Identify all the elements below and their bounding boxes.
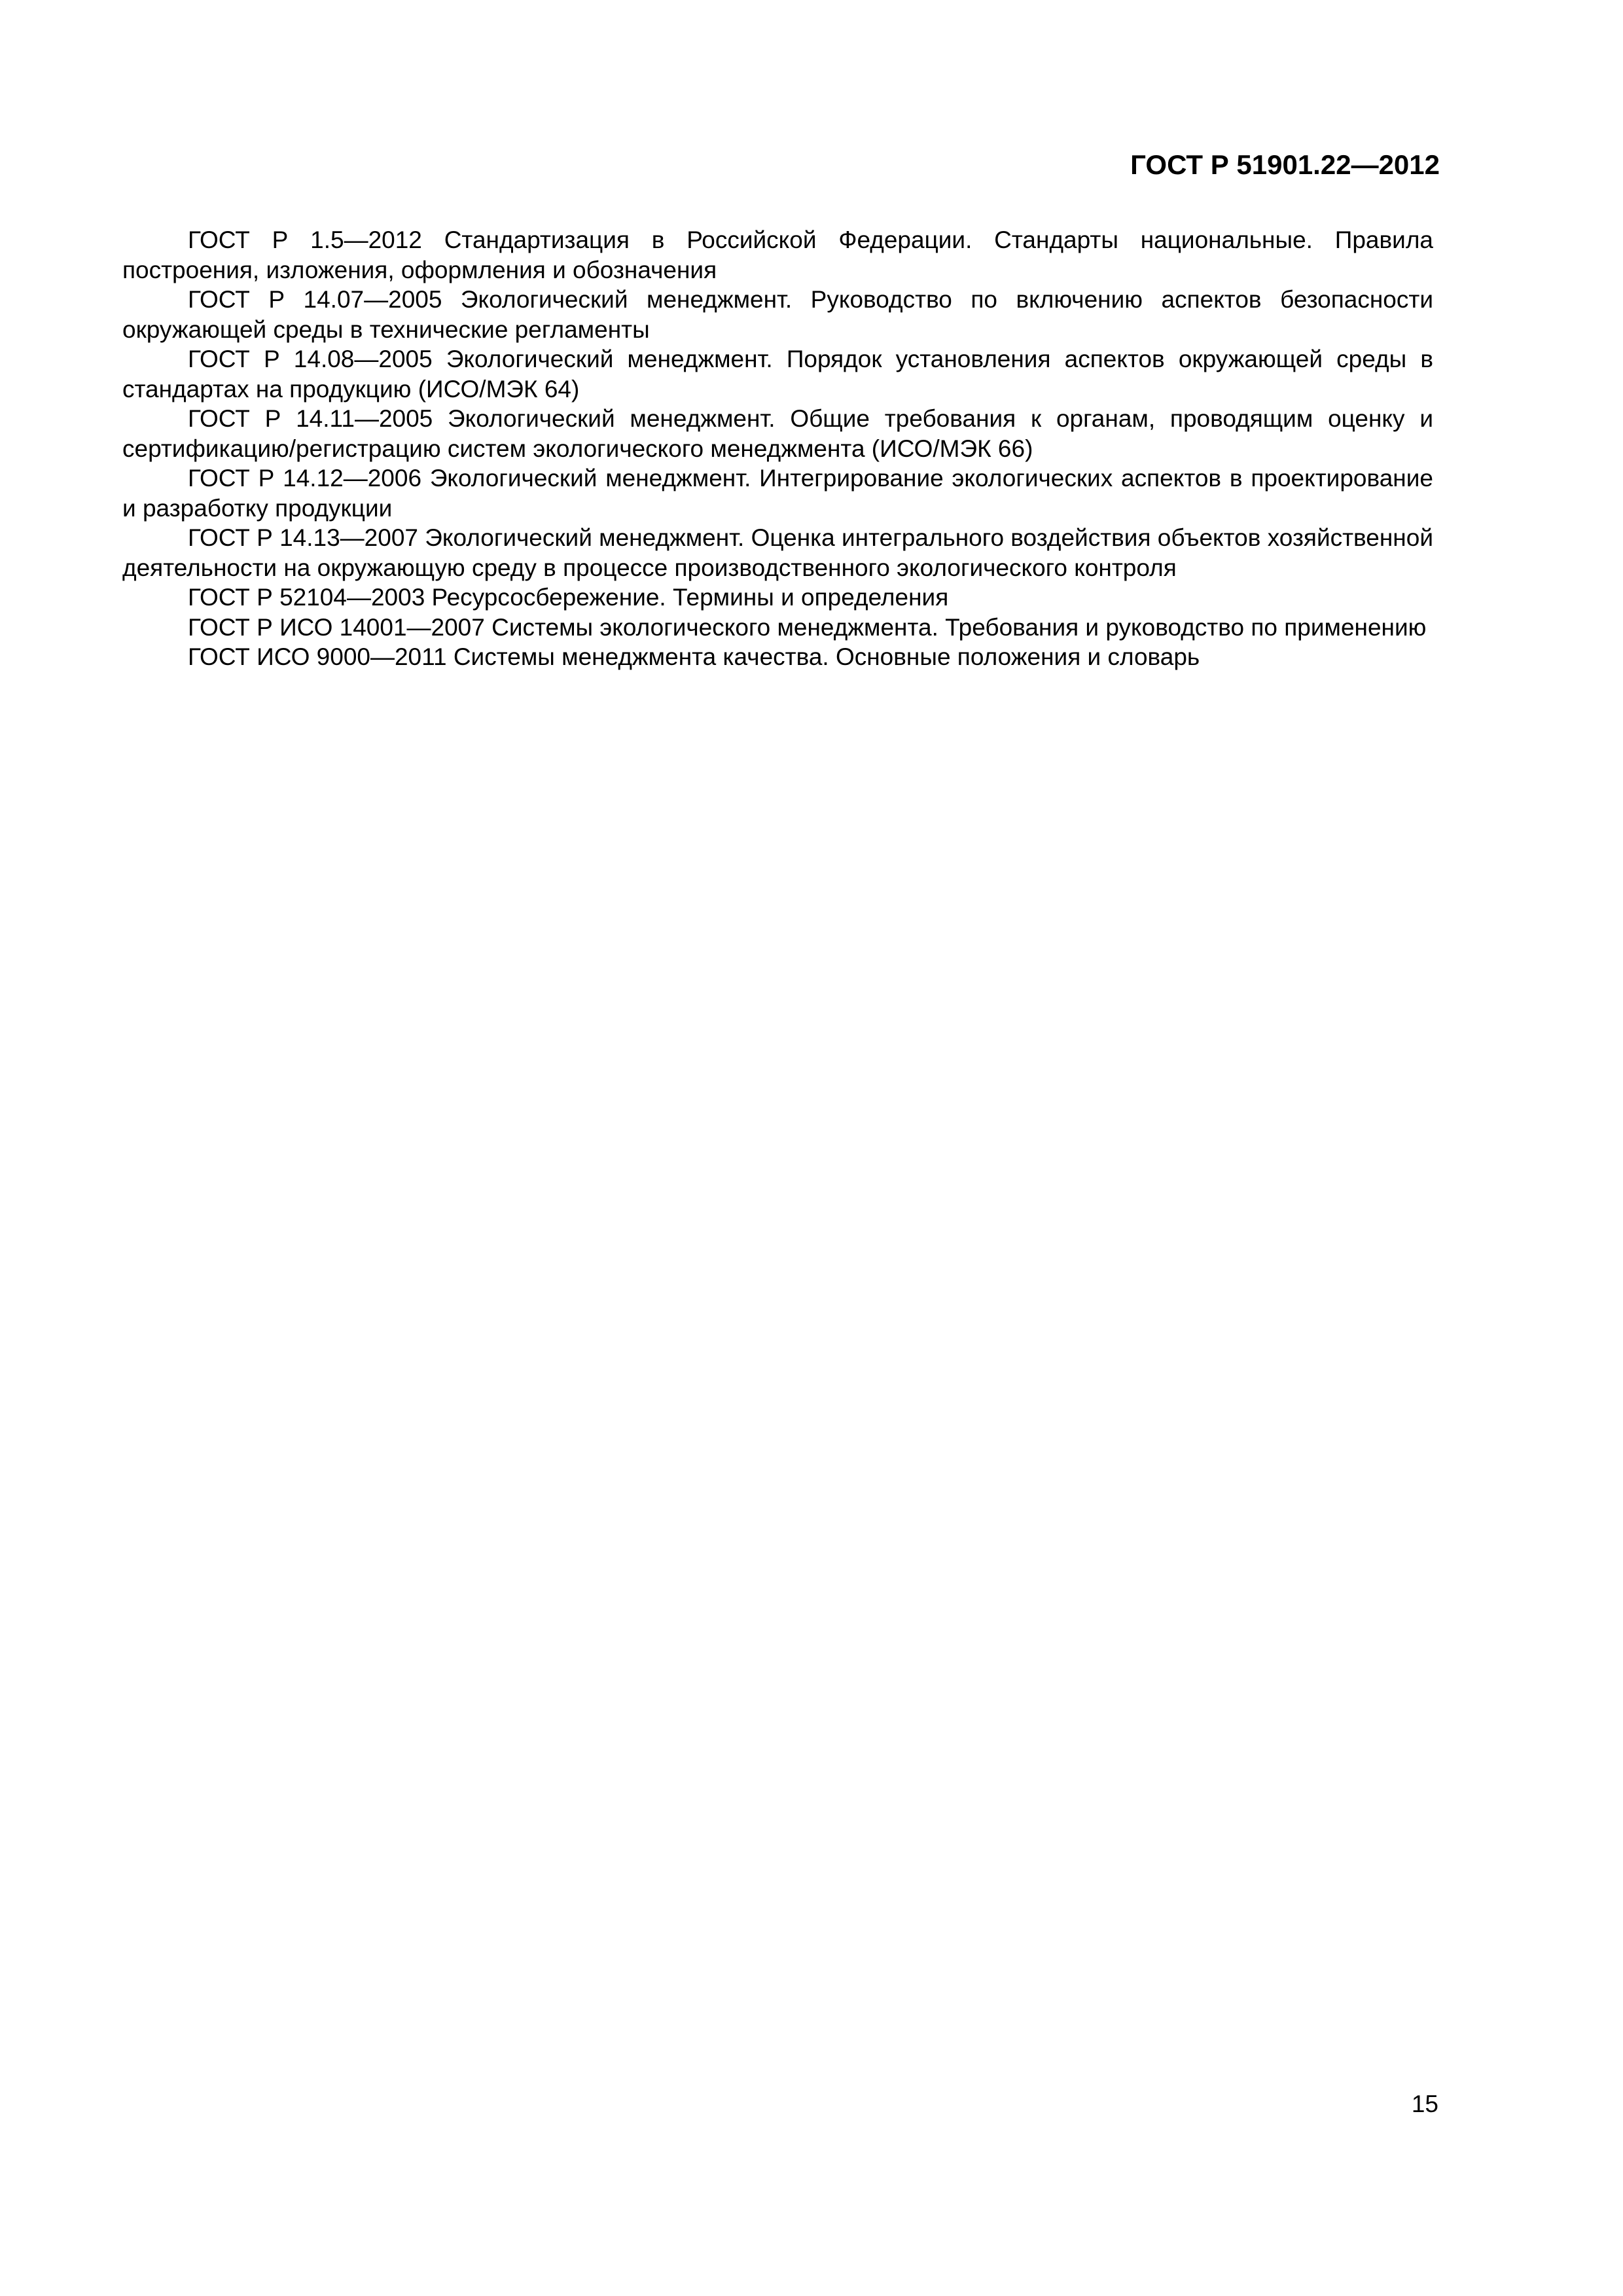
reference-item: ГОСТ Р 14.12—2006 Экологический менеджмент. Интегрирование экологических аспектов в проектирование и разработку продукции bbox=[122, 465, 1433, 522]
reference-item: ГОСТ Р 14.13—2007 Экологический менеджмент. Оценка интегрального воздействия объектов хозяйственной деятельности на окружающую среду в процессе производственного экологического контроля bbox=[122, 524, 1433, 581]
reference-item: ГОСТ Р 14.11—2005 Экологический менеджмент. Общие требования к органам, проводящим оценку и сертификацию/регистрацию систем экологического менеджмента (ИСО/МЭК 66) bbox=[122, 405, 1433, 462]
reference-item: ГОСТ ИСО 9000—2011 Системы менеджмента качества. Основные положения и словарь bbox=[188, 643, 1200, 670]
reference-item: ГОСТ Р 14.07—2005 Экологический менеджмент. Руководство по включению аспектов безопасности окружающей среды в технические регламенты bbox=[122, 286, 1433, 343]
page-number: 15 bbox=[1411, 2090, 1438, 2117]
reference-item: ГОСТ Р 14.08—2005 Экологический менеджмент. Порядок установления аспектов окружающей среды в стандартах на продукцию (ИСО/МЭК 64) bbox=[122, 346, 1433, 403]
reference-item: ГОСТ Р ИСО 14001—2007 Системы экологического менеджмента. Требования и руководство по применению bbox=[188, 613, 1427, 641]
reference-item: ГОСТ Р 1.5—2012 Стандартизация в Российской Федерации. Стандарты национальные. Правила построения, изложения, оформления и обозначения bbox=[122, 226, 1433, 283]
document-code-header: ГОСТ Р 51901.22—2012 bbox=[1130, 149, 1440, 180]
normative-references-list bbox=[122, 225, 1433, 672]
reference-item: ГОСТ Р 52104—2003 Ресурсосбережение. Термины и определения bbox=[188, 584, 949, 611]
